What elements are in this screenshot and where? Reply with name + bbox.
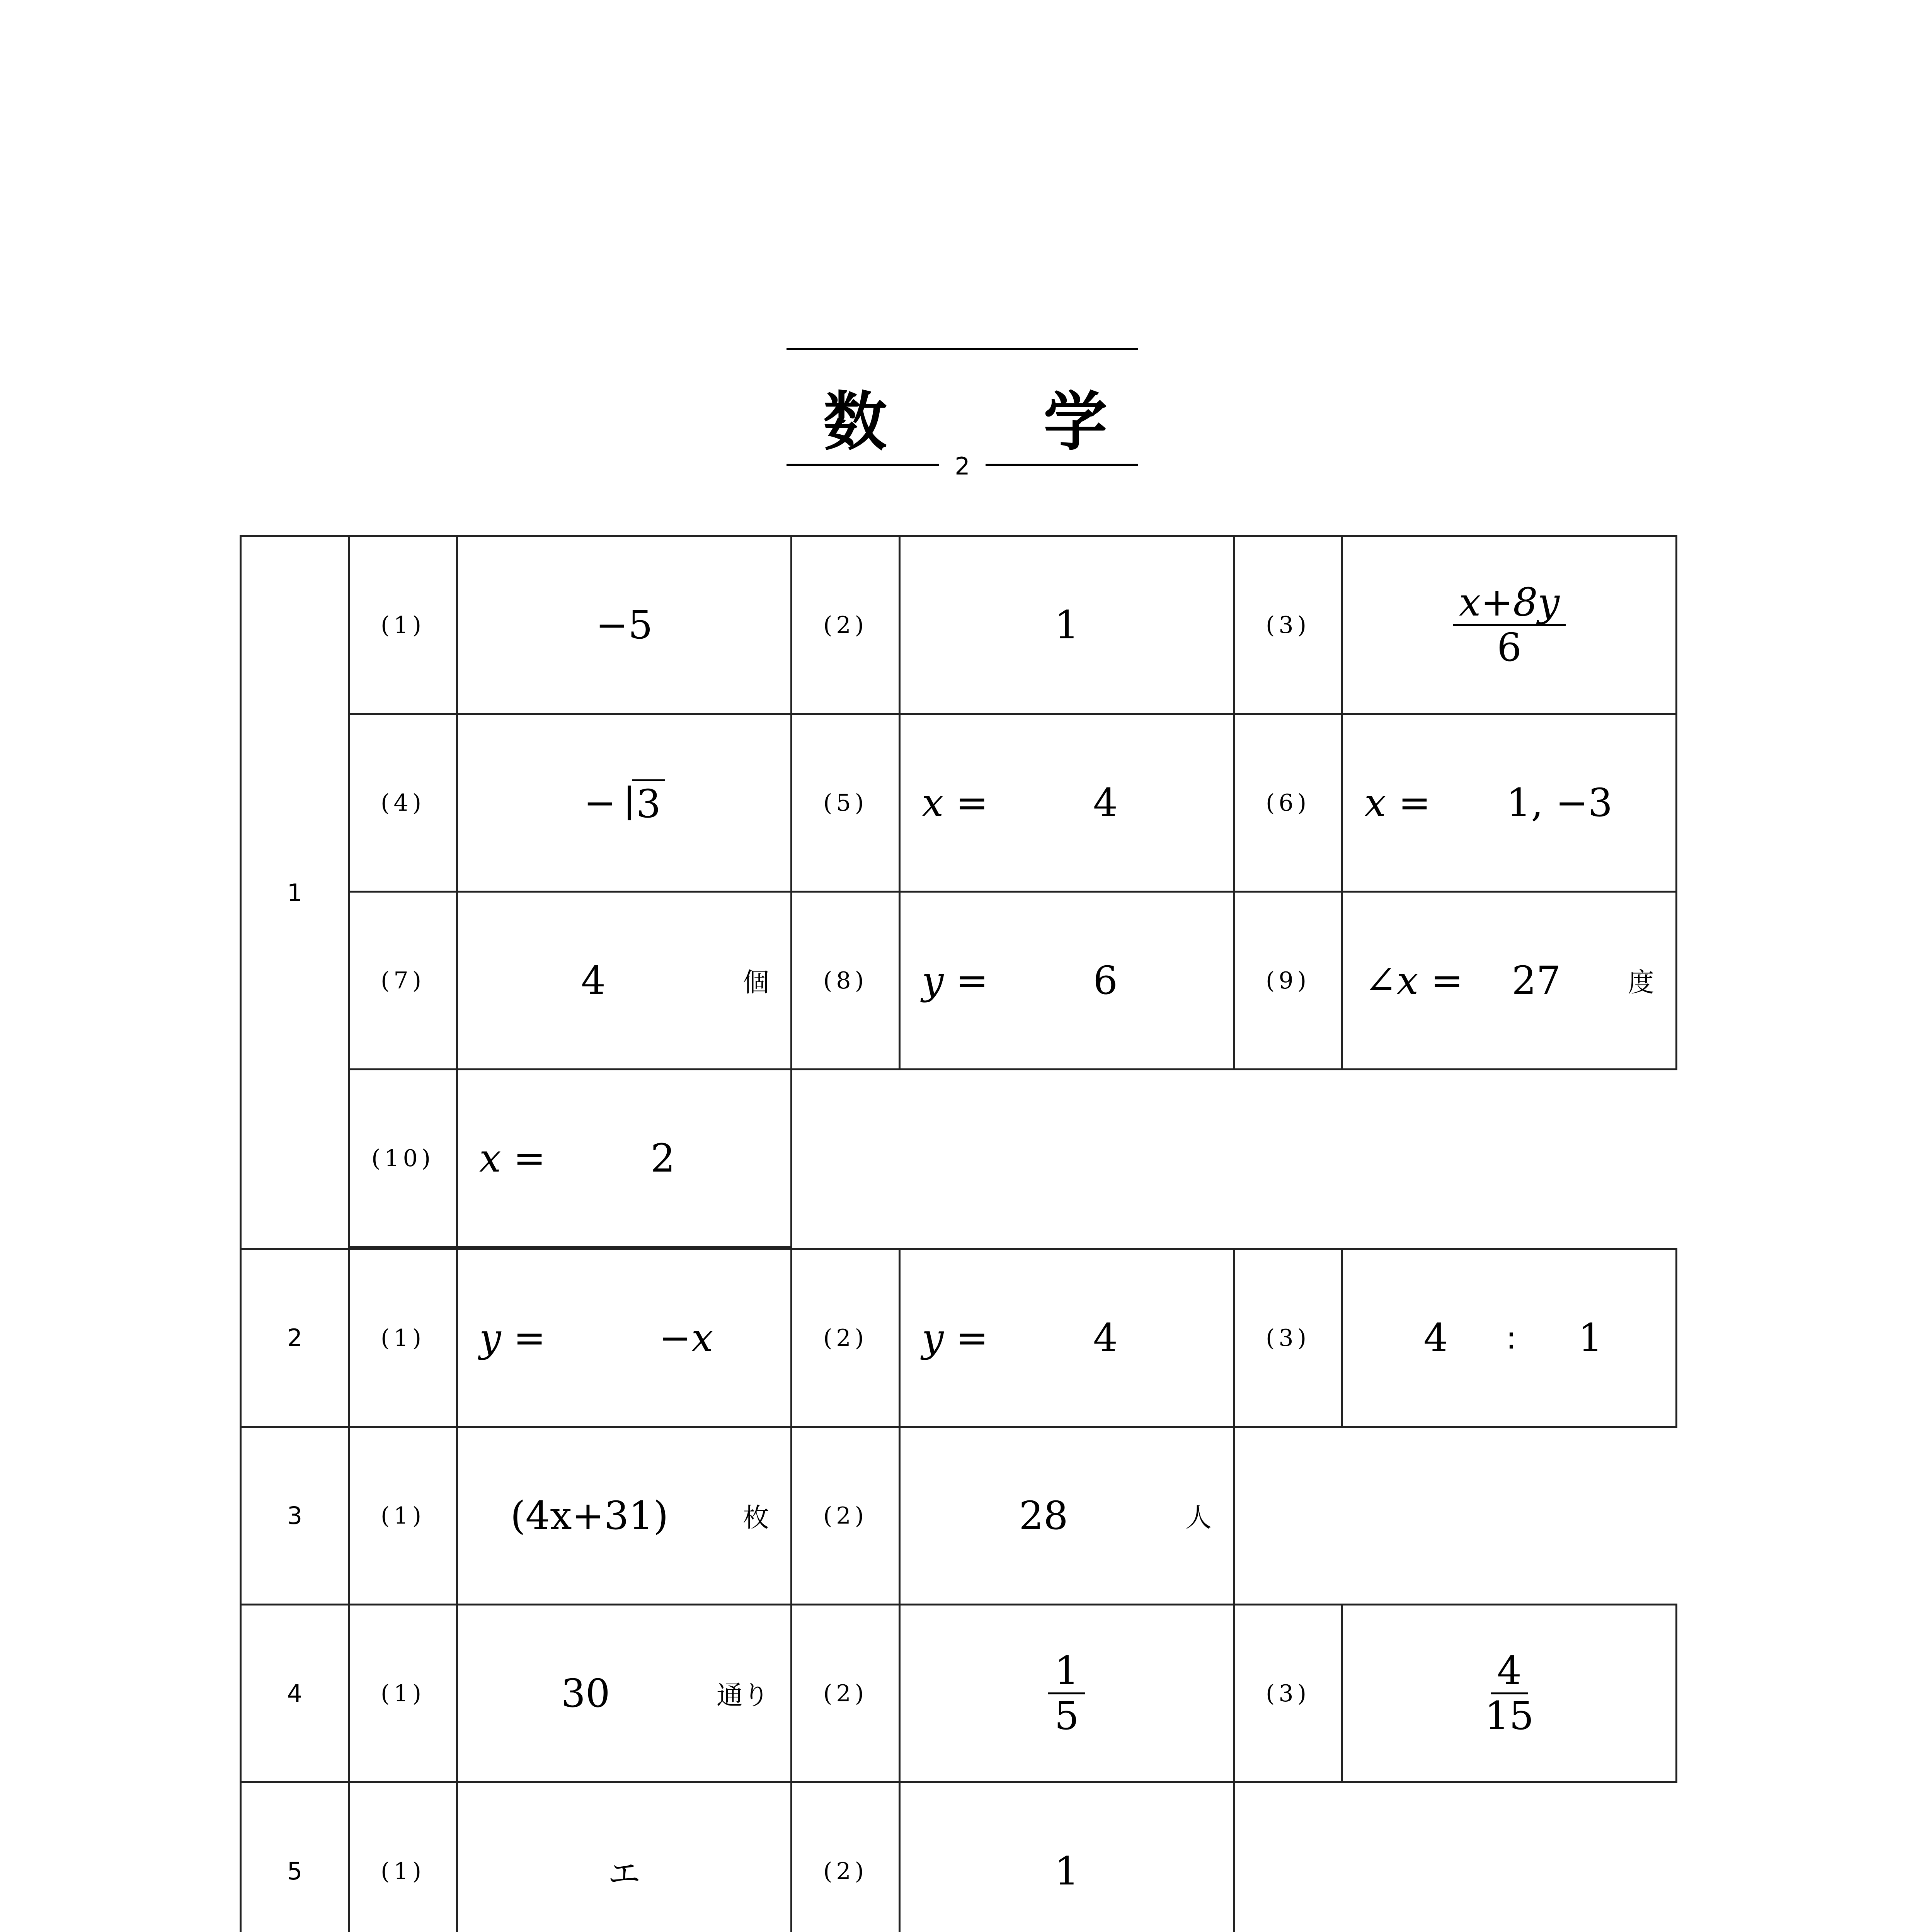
q3-1-unit: 枚 <box>742 1503 769 1533</box>
q1-4-answer-cell <box>456 713 792 893</box>
q1-2-answer-cell <box>899 535 1235 715</box>
q1-1-answer: −5 <box>596 602 653 648</box>
q5-2-answer: 1 <box>1054 1849 1079 1894</box>
q1-8-answer-cell <box>899 891 1235 1070</box>
q1-4-label: (4) <box>348 713 458 893</box>
q2-1-answer-cell <box>456 1248 792 1428</box>
q3-2-value: 28 <box>1019 1493 1068 1538</box>
q1-5-prefix: x = <box>922 780 988 825</box>
q1-9-unit: 度 <box>1628 968 1654 998</box>
q1-4-sign: − <box>584 780 616 825</box>
q2-3-answer-cell <box>1341 1248 1677 1428</box>
q5-1-answer: エ <box>608 1855 641 1893</box>
section-1-header: 1 <box>240 535 350 1250</box>
q3-2-unit: 人 <box>1185 1503 1212 1533</box>
q1-3-label: (3) <box>1233 535 1343 715</box>
q2-2-prefix: y = <box>922 1315 989 1361</box>
q4-2-fraction <box>1048 1648 1085 1738</box>
title-bottom-rule <box>787 452 1138 480</box>
q4-3-answer-cell <box>1341 1604 1677 1783</box>
q2-2-value: 4 <box>1093 1315 1118 1361</box>
title-top-rule <box>787 348 1138 350</box>
title-rule-right <box>986 464 1138 466</box>
q1-5-label: (5) <box>790 713 901 893</box>
q4-2-numerator: 1 <box>1048 1651 1085 1694</box>
q2-2-answer-cell <box>899 1248 1235 1428</box>
q1-6-value: 1, −3 <box>1506 780 1613 825</box>
q2-1-value: −x <box>659 1315 713 1361</box>
q4-2-answer-cell <box>899 1604 1235 1783</box>
q1-7-answer-cell <box>456 891 792 1070</box>
q1-8-label: (8) <box>790 891 901 1070</box>
q1-9-prefix: ∠x = <box>1364 958 1463 1003</box>
q1-3-answer-cell <box>1341 535 1677 715</box>
q4-3-label: (3) <box>1233 1604 1343 1783</box>
q4-3-fraction <box>1485 1648 1534 1738</box>
q4-2-label: (2) <box>790 1604 901 1783</box>
q2-2-label: (2) <box>790 1248 901 1428</box>
q5-2-answer-cell <box>899 1781 1235 1932</box>
q1-3-numerator: x+8y <box>1453 583 1566 626</box>
q3-1-value: (4x+31) <box>510 1493 669 1538</box>
q1-6-label: (6) <box>1233 713 1343 893</box>
q1-1-label: (1) <box>348 535 458 715</box>
q1-2-answer: 1 <box>1054 602 1079 648</box>
q1-10-prefix: x = <box>479 1136 546 1181</box>
q3-1-answer-cell <box>456 1426 792 1605</box>
q1-7-value: 4 <box>581 958 606 1003</box>
q5-1-answer-cell <box>456 1781 792 1932</box>
q4-1-value: 30 <box>561 1671 610 1716</box>
q1-8-prefix: y = <box>922 958 989 1003</box>
q1-9-answer-cell <box>1341 891 1677 1070</box>
page-title <box>787 371 1138 459</box>
q1-4-answer <box>458 715 790 891</box>
q3-2-answer-cell <box>899 1426 1235 1605</box>
q4-3-numerator: 4 <box>1491 1651 1528 1694</box>
q2-1-prefix: y = <box>479 1315 546 1361</box>
q1-10-value: 2 <box>650 1136 675 1181</box>
q1-5-answer-cell <box>899 713 1235 893</box>
q3-2-label: (2) <box>790 1426 901 1605</box>
q5-1-label: (1) <box>348 1781 458 1932</box>
q4-2-denominator: 5 <box>1054 1693 1079 1738</box>
q1-4-radicand: 3 <box>632 779 665 827</box>
q1-10-answer-cell <box>456 1068 792 1248</box>
q4-3-denominator: 15 <box>1485 1693 1534 1738</box>
q1-7-label: (7) <box>348 891 458 1070</box>
section-5-header: 5 <box>240 1781 350 1932</box>
title-block <box>787 348 1138 480</box>
q1-1-answer-cell <box>456 535 792 715</box>
q1-6-answer-cell <box>1341 713 1677 893</box>
q2-1-label: (1) <box>348 1248 458 1428</box>
q4-1-unit: 通り <box>716 1680 769 1711</box>
q1-8-value: 6 <box>1093 958 1118 1003</box>
q1-7-unit: 個 <box>742 968 769 998</box>
section-4-header: 4 <box>240 1604 350 1783</box>
q1-3-fraction <box>1453 580 1566 670</box>
q2-3-label: (3) <box>1233 1248 1343 1428</box>
q5-2-label: (2) <box>790 1781 901 1932</box>
q1-2-label: (2) <box>790 535 901 715</box>
q2-3-left: 4 <box>1423 1315 1448 1361</box>
q3-1-label: (1) <box>348 1426 458 1605</box>
q1-9-value: 27 <box>1512 958 1561 1003</box>
q1-10-label: (10) <box>348 1068 458 1248</box>
q1-6-prefix: x = <box>1364 780 1431 825</box>
page-number: 2 <box>955 452 970 480</box>
section-2-header: 2 <box>240 1248 350 1428</box>
title-char-1: 数 <box>823 385 887 459</box>
q2-3-right: 1 <box>1578 1315 1603 1361</box>
q1-9-label: (9) <box>1233 891 1343 1070</box>
q4-1-answer-cell <box>456 1604 792 1783</box>
title-char-2: 学 <box>1044 385 1107 459</box>
section-3-header: 3 <box>240 1426 350 1605</box>
q1-5-value: 4 <box>1093 780 1118 825</box>
sqrt-symbol <box>628 786 631 820</box>
q4-1-label: (1) <box>348 1604 458 1783</box>
q1-3-denominator: 6 <box>1497 625 1522 670</box>
q2-3-colon: : <box>1506 1320 1517 1356</box>
